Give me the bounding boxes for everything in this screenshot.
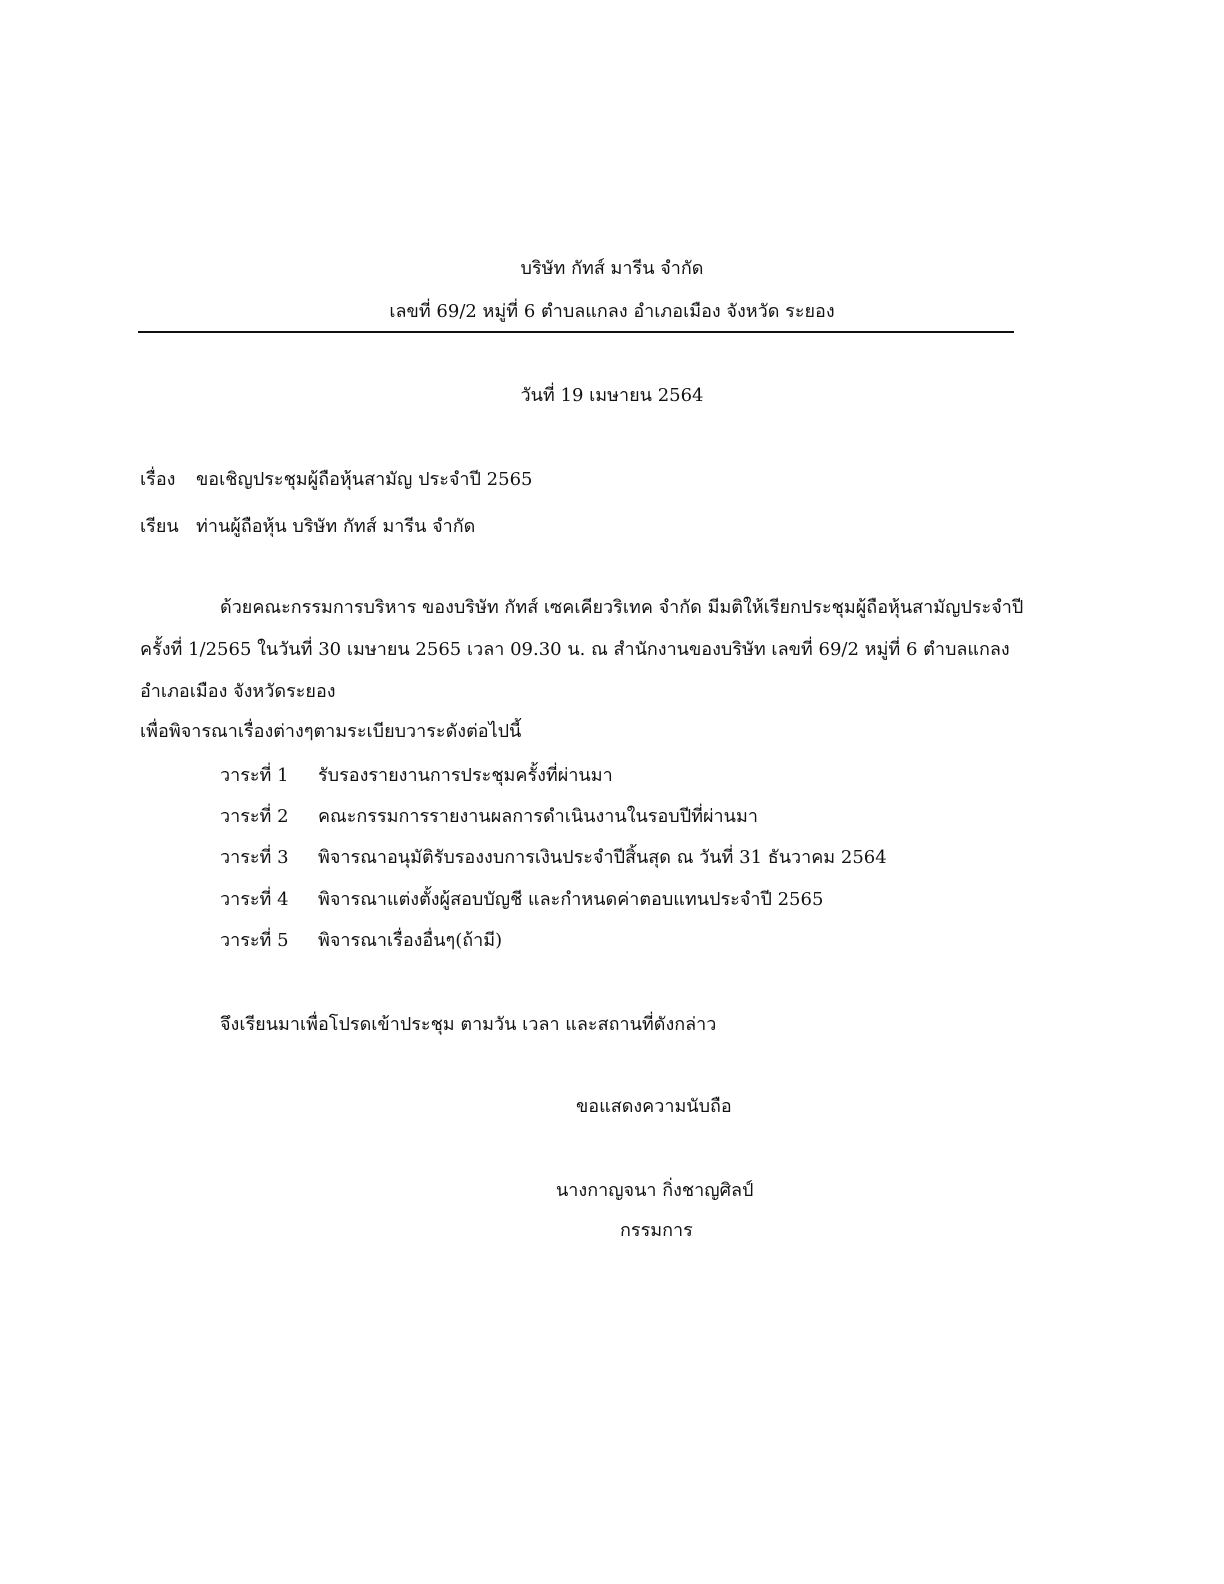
agenda-item	[220, 846, 887, 870]
recipient-text: ท่านผู้ถือหุ้น บริษัท กัทส์ มารีน จำกัด	[196, 516, 476, 537]
agenda-number: วาระที่ 1	[220, 765, 289, 786]
agenda-item	[220, 929, 502, 953]
agenda-number: วาระที่ 3	[220, 847, 289, 868]
recipient-label: เรียน	[140, 516, 179, 537]
agenda-item	[220, 805, 758, 829]
company-address: เลขที่ 69/2 หมู่ที่ 6 ตำบลแกลง อำเภอเมือง จังหวัด ระยอง	[389, 301, 835, 322]
agenda-text: คณะกรรมการรายงานผลการดำเนินงานในรอบปีที่ผ่านมา	[318, 806, 758, 827]
company-name: บริษัท กัทส์ มารีน จำกัด	[520, 258, 704, 279]
signer-title: กรรมการ	[620, 1220, 693, 1241]
agenda-text: พิจารณาแต่งตั้งผู้สอบบัญชี และกำหนดค่าตอบแทนประจำปี 2565	[318, 889, 824, 910]
recipient-line	[140, 515, 475, 539]
body-line-1: ด้วยคณะกรรมการบริหาร ของบริษัท กัทส์ เซคเคียวริเทค จำกัด มีมติให้เรียกประชุมผู้ถือหุ้นสามัญประจำปี	[220, 597, 1024, 618]
agenda-text: รับรองรายงานการประชุมครั้งที่ผ่านมา	[318, 765, 613, 786]
letter-date: วันที่ 19 เมษายน 2564	[520, 385, 704, 406]
body-line-4: เพื่อพิจารณาเรื่องต่างๆตามระเบียบวาระดังต่อไปนี้	[140, 721, 522, 742]
signer-name: นางกาญจนา กิ่งชาญศิลป์	[556, 1180, 754, 1201]
agenda-number: วาระที่ 2	[220, 806, 289, 827]
agenda-number: วาระที่ 5	[220, 930, 289, 951]
subject-line	[140, 468, 532, 492]
body-line-2: ครั้งที่ 1/2565 ในวันที่ 30 เมษายน 2565 เวลา 09.30 น. ณ สำนักงานของบริษัท เลขที่ 69/2 หมู่ที่ 6 ตำบลแกลง	[140, 639, 1010, 660]
body-line-3: อำเภอเมือง จังหวัดระยอง	[140, 681, 336, 702]
header-divider	[138, 331, 1014, 333]
regards: ขอแสดงความนับถือ	[576, 1096, 732, 1117]
agenda-text: พิจารณาเรื่องอื่นๆ(ถ้ามี)	[318, 930, 503, 951]
agenda-item	[220, 764, 613, 788]
subject-text: ขอเชิญประชุมผู้ถือหุ้นสามัญ ประจำปี 2565	[196, 469, 533, 490]
subject-label: เรื่อง	[140, 469, 176, 490]
agenda-item	[220, 888, 823, 912]
closing-invitation: จึงเรียนมาเพื่อโปรดเข้าประชุม ตามวัน เวลา และสถานที่ดังกล่าว	[220, 1014, 717, 1035]
agenda-text: พิจารณาอนุมัติรับรองงบการเงินประจำปีสิ้นสุด ณ วันที่ 31 ธันวาคม 2564	[318, 847, 887, 868]
agenda-number: วาระที่ 4	[220, 889, 289, 910]
